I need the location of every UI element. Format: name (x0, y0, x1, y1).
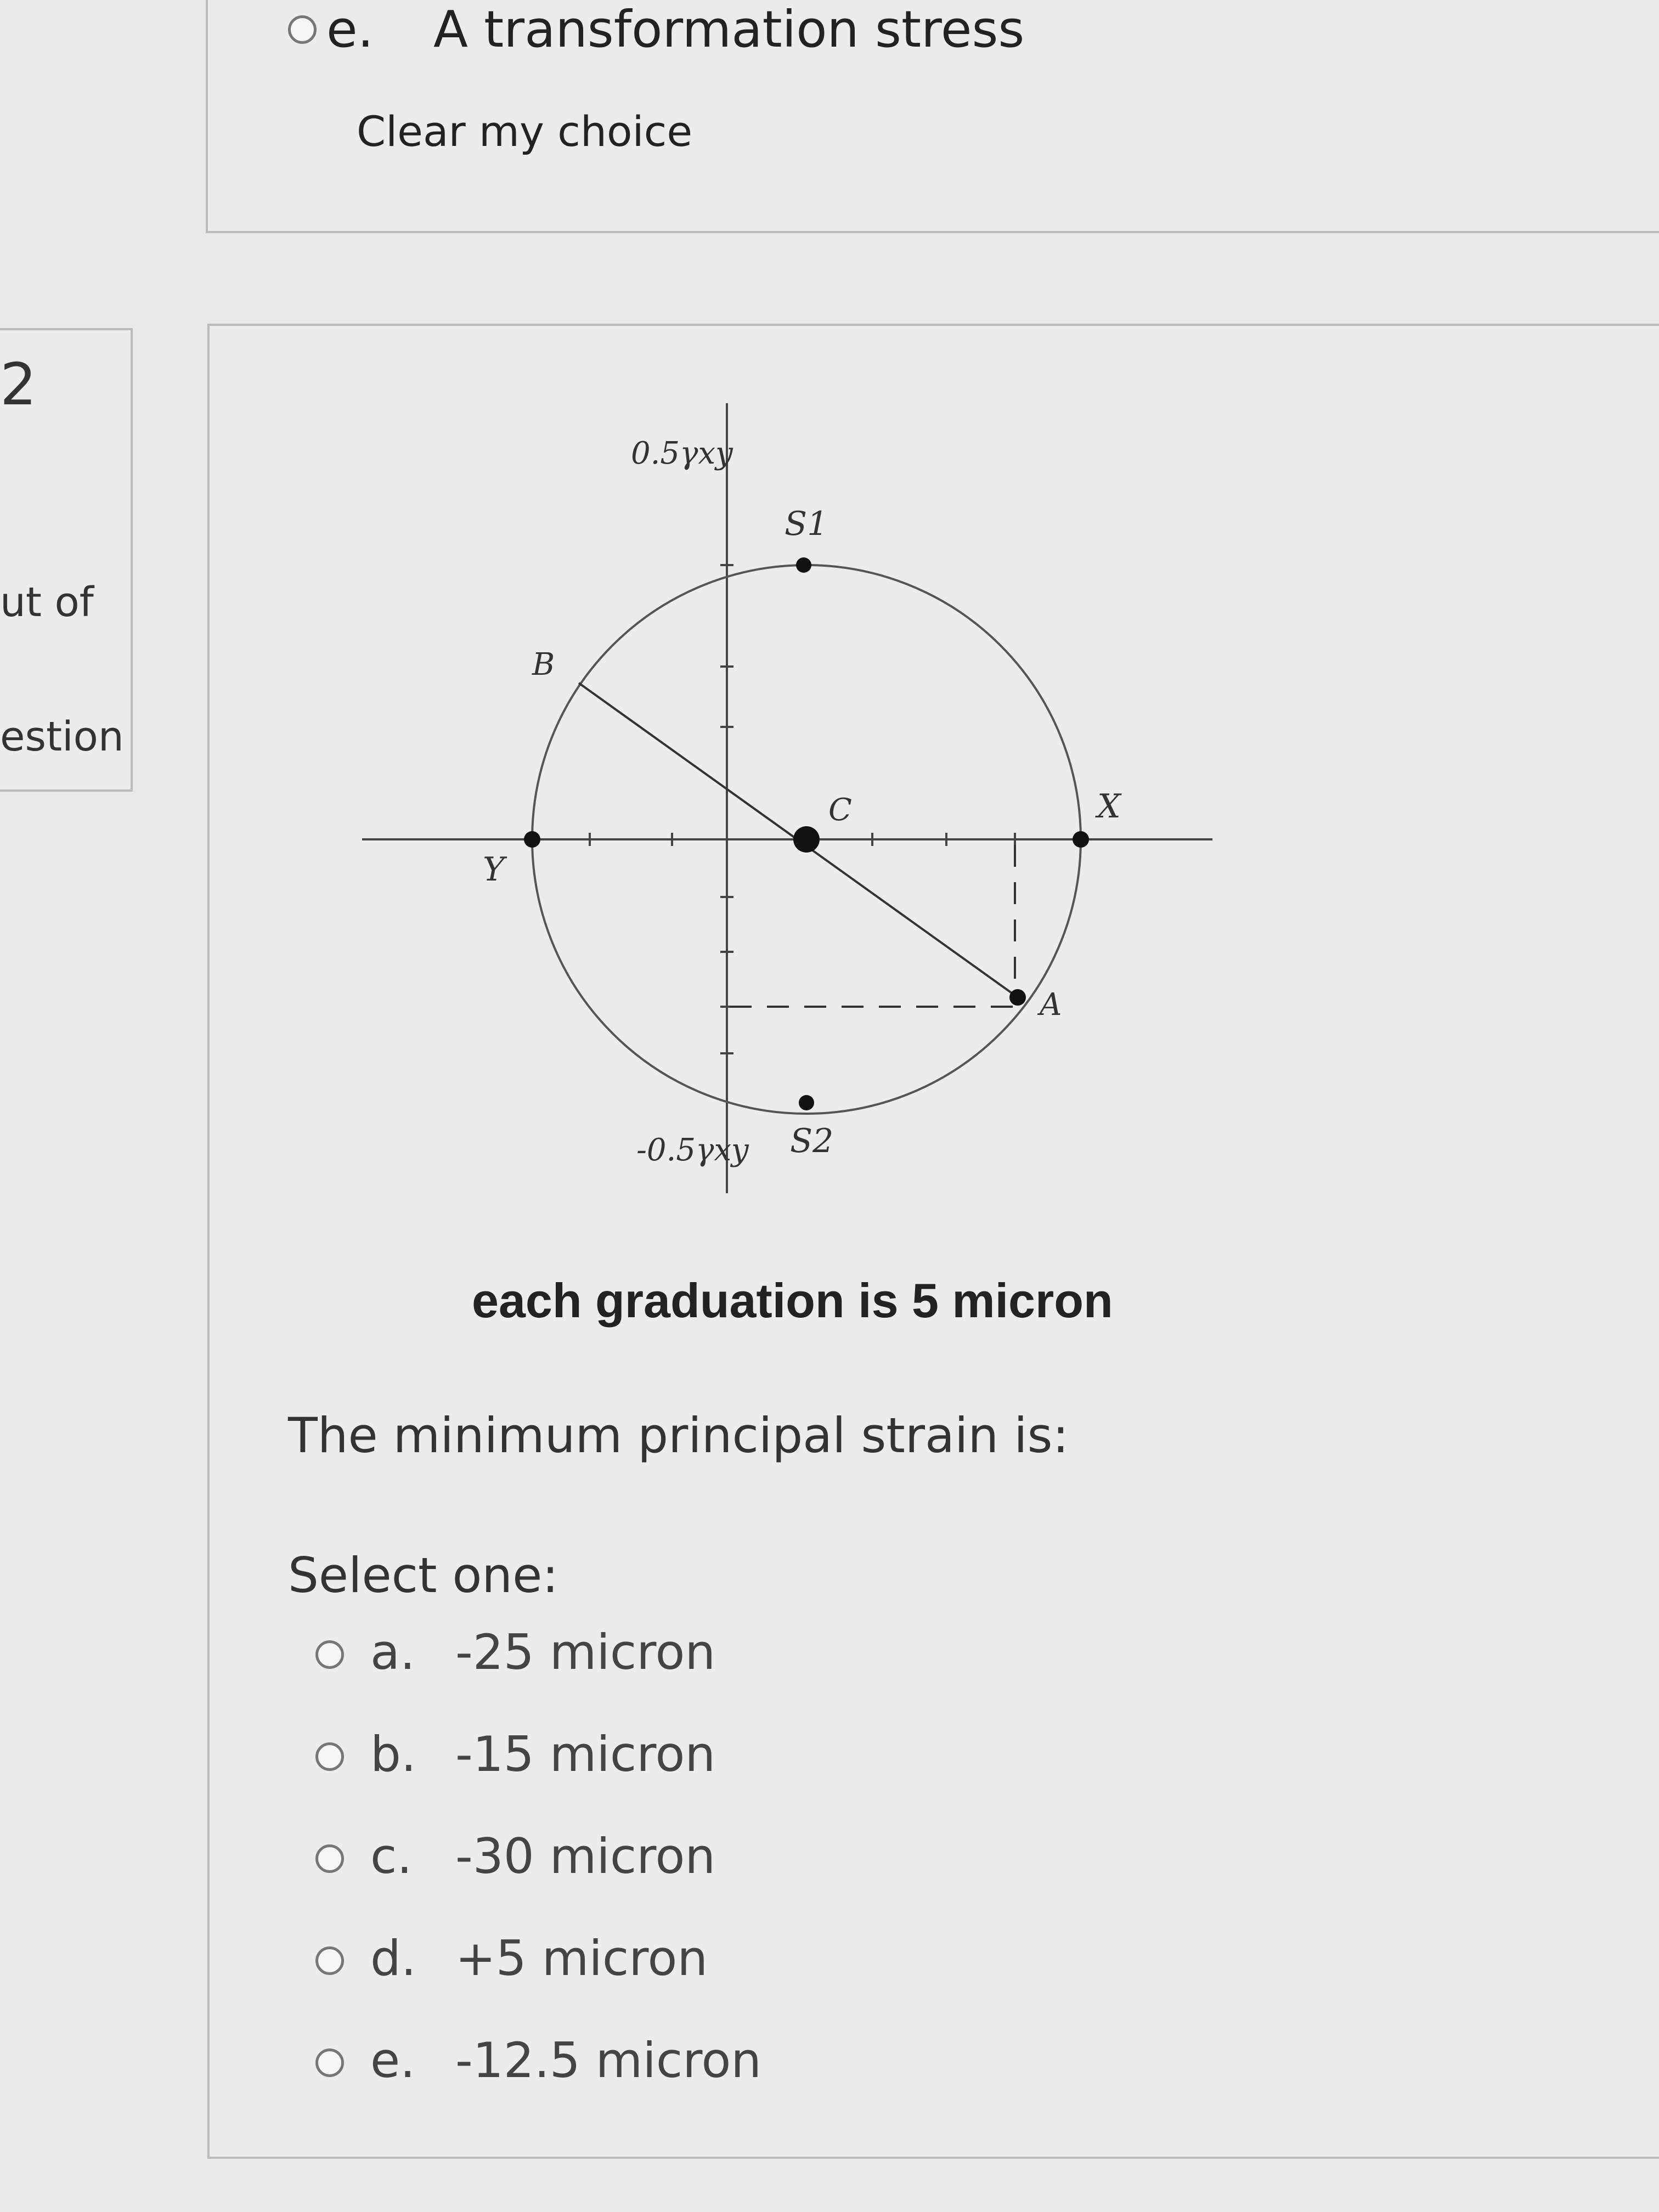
label-c: C (828, 792, 852, 828)
label-s1: S1 (785, 505, 828, 543)
graduation-note: each graduation is 5 micron (472, 1273, 1113, 1328)
question-prompt: The minimum principal strain is: (288, 1407, 1069, 1464)
label-b: B (532, 647, 555, 682)
label-y: Y (483, 850, 505, 889)
point-s2 (799, 1095, 814, 1110)
top-axis-label: 0.5γxy (631, 436, 733, 471)
select-one-label: Select one: (288, 1547, 558, 1604)
prev-option-letter: e. (326, 0, 374, 59)
option-d-text: +5 micron (455, 1930, 708, 1987)
prev-option-text: A transformation stress (433, 0, 1025, 59)
label-x: X (1097, 787, 1121, 826)
center-point-c (793, 826, 820, 853)
point-y (524, 831, 540, 848)
option-c-letter: c. (370, 1828, 413, 1884)
bottom-axis-label: -0.5γxy (636, 1132, 749, 1168)
option-c-radio[interactable] (315, 1844, 344, 1873)
clear-choice-link[interactable]: Clear my choice (357, 107, 693, 156)
option-b-letter: b. (370, 1726, 416, 1782)
question-number: 2 (0, 351, 37, 418)
label-s2: S2 (790, 1122, 834, 1160)
option-e-text: -12.5 micron (455, 2032, 762, 2089)
label-a: A (1040, 987, 1062, 1023)
point-a (1009, 989, 1026, 1006)
option-b-radio[interactable] (315, 1742, 344, 1771)
option-a-letter: a. (370, 1624, 415, 1680)
option-e-letter: e. (370, 2032, 416, 2089)
option-a-text: -25 micron (455, 1624, 716, 1680)
option-d-letter: d. (370, 1930, 416, 1987)
option-e-radio[interactable] (315, 2049, 344, 2077)
point-x (1073, 831, 1089, 848)
option-c-text: -30 micron (455, 1828, 716, 1884)
flag-question-text: estion (0, 713, 124, 760)
option-d-radio[interactable] (315, 1946, 344, 1975)
point-s1 (796, 557, 811, 573)
option-b-text: -15 micron (455, 1726, 716, 1782)
marks-text: ut of (0, 579, 94, 626)
option-a-radio[interactable] (315, 1640, 344, 1669)
